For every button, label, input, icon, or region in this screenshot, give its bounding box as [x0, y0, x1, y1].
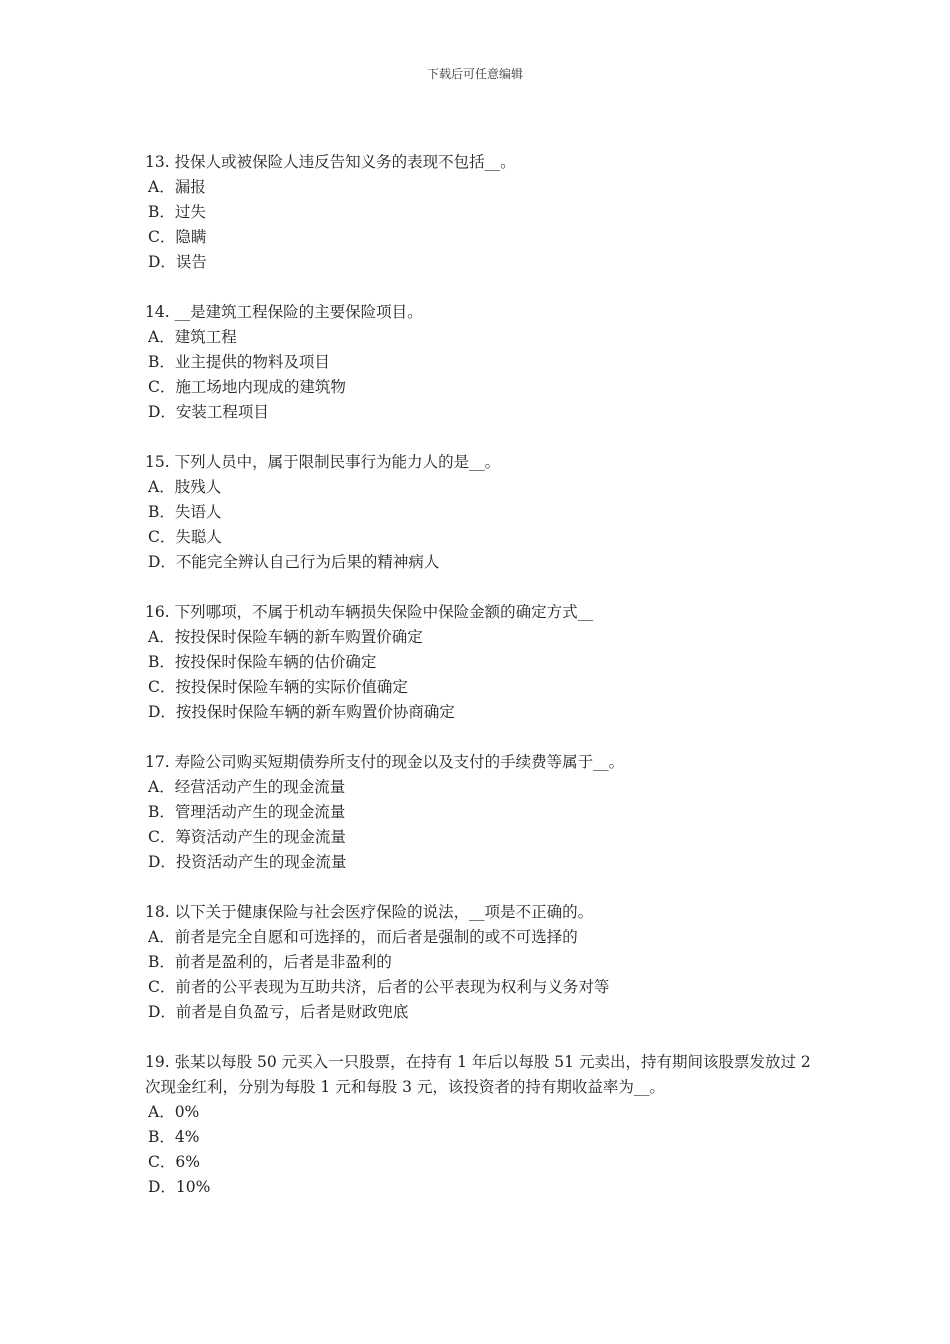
question-stem: 16. 下列哪项，不属于机动车辆损失保险中保险金额的确定方式__ [145, 603, 594, 621]
option-b: B．失语人 [148, 503, 222, 521]
option-d: D．安装工程项目 [148, 403, 269, 421]
option-b: B．过失 [148, 203, 206, 221]
option-c: C．按投保时保险车辆的实际价值确定 [148, 678, 408, 696]
option-b: B．业主提供的物料及项目 [148, 353, 330, 371]
option-d: D．前者是自负盈亏，后者是财政兜底 [148, 1003, 409, 1021]
option-a: A．按投保时保险车辆的新车购置价确定 [148, 628, 423, 646]
option-a: A．肢残人 [148, 478, 222, 496]
question-17 [145, 750, 825, 875]
option-d: D．按投保时保险车辆的新车购置价协商确定 [148, 703, 455, 721]
question-16 [145, 600, 825, 725]
option-c: C．筹资活动产生的现金流量 [148, 828, 346, 846]
option-c: C．6% [148, 1153, 200, 1171]
question-stem: 19. 张某以每股 50 元买入一只股票，在持有 1 年后以每股 51 元卖出，持有期间该股票发放过 2 次现金红利，分别为每股 1 元和每股 3 元，该投资者的持有期收益率为__。 [145, 1053, 811, 1096]
option-a: A．0% [148, 1103, 200, 1121]
question-stem: 13. 投保人或被保险人违反告知义务的表现不包括__。 [145, 153, 516, 171]
option-a: A．漏报 [148, 178, 206, 196]
option-c: C．隐瞒 [148, 228, 207, 246]
question-stem: 17. 寿险公司购买短期债券所支付的现金以及支付的手续费等属于__。 [145, 753, 625, 771]
option-c: C．失聪人 [148, 528, 222, 546]
option-d: D．10% [148, 1178, 211, 1196]
question-15 [145, 450, 825, 575]
option-a: A．经营活动产生的现金流量 [148, 778, 346, 796]
question-stem: 14. __是建筑工程保险的主要保险项目。 [145, 303, 423, 321]
page-header-note: 下载后可任意编辑 [426, 67, 523, 81]
question-14 [145, 300, 825, 425]
question-19 [145, 1050, 825, 1200]
option-c: C．前者的公平表现为互助共济，后者的公平表现为权利与义务对等 [148, 978, 610, 996]
option-d: D．误告 [148, 253, 207, 271]
option-b: B．按投保时保险车辆的估价确定 [148, 653, 377, 671]
option-a: A．前者是完全自愿和可选择的，而后者是强制的或不可选择的 [148, 928, 578, 946]
question-list [145, 150, 825, 1225]
option-c: C．施工场地内现成的建筑物 [148, 378, 346, 396]
question-18 [145, 900, 825, 1025]
option-d: D．不能完全辨认自己行为后果的精神病人 [148, 553, 440, 571]
option-b: B．前者是盈利的，后者是非盈利的 [148, 953, 392, 971]
question-stem: 15. 下列人员中，属于限制民事行为能力人的是__。 [145, 453, 501, 471]
option-b: B．管理活动产生的现金流量 [148, 803, 346, 821]
question-13 [145, 150, 825, 275]
option-d: D．投资活动产生的现金流量 [148, 853, 347, 871]
option-b: B．4% [148, 1128, 200, 1146]
question-stem: 18. 以下关于健康保险与社会医疗保险的说法，__项是不正确的。 [145, 903, 594, 921]
option-a: A．建筑工程 [148, 328, 237, 346]
